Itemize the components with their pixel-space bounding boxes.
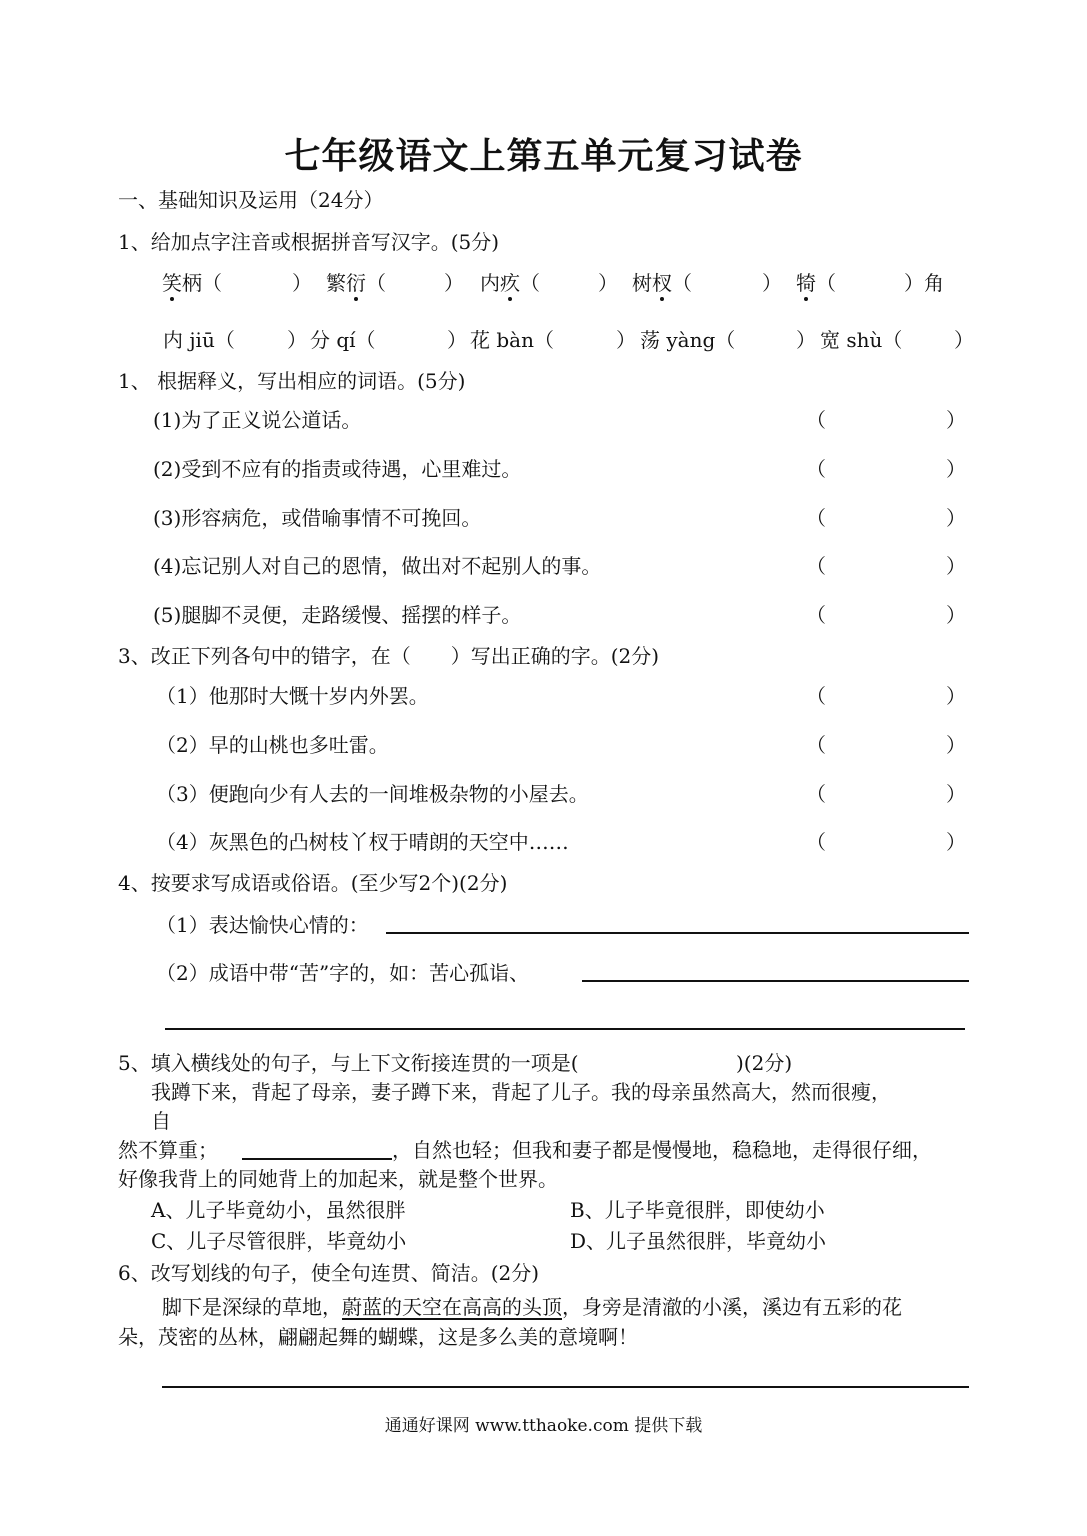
q2-answer-close: ）: [946, 506, 966, 530]
q2-answer-open: （: [806, 457, 826, 481]
page-title: 七年级语文上第五单元复习试卷: [284, 135, 803, 177]
q5-paragraph-line-3: 好像我背上的同她背上的加起来，就是整个世界。: [118, 1167, 558, 1191]
q1-heading: 1、给加点字注音或根据拼音写汉字。(5分): [118, 230, 500, 254]
q1-pinyin-2-close: ）: [447, 328, 467, 352]
q1-item-1: 笑柄（: [162, 271, 222, 295]
q5-heading-score: )(2分): [736, 1051, 793, 1075]
q2-item-5: (5)腿脚不灵便，走路缓慢、摇摆的样子。: [153, 603, 522, 627]
q1-item-5-close: ）角: [904, 271, 944, 295]
q2-answer-open: （: [806, 603, 826, 627]
q1-pinyin-4: 荡 yàng（: [640, 328, 736, 352]
q1-item-4: 树杈（: [632, 271, 692, 295]
q2-item-2: (2)受到不应有的指责或待遇，心里难过。: [153, 457, 522, 481]
q1-item-5: 犄（: [796, 271, 836, 295]
q1-item-2-close: ）: [444, 271, 464, 295]
q4-item-1: （1）表达愉快心情的：: [156, 913, 369, 937]
q3-item-3: （3）便跑向少有人去的一间堆极杂物的小屋去。: [156, 782, 589, 806]
q5-option-a: A、儿子毕竟幼小，虽然很胖: [151, 1198, 406, 1222]
q5-option-c: C、儿子尽管很胖，毕竟幼小: [151, 1229, 407, 1253]
section-heading: 一、基础知识及运用（24分）: [118, 188, 384, 212]
q1-pinyin-1: 内 jiū（: [163, 328, 235, 352]
q2-heading: 1、 根据释义，写出相应的词语。(5分): [118, 369, 466, 393]
q2-answer-close: ）: [946, 603, 966, 627]
q5-paragraph-line-1: 我蹲下来，背起了母亲，妻子蹲下来，背起了儿子。我的母亲虽然高大，然而很瘦，: [151, 1080, 891, 1104]
q5-option-b: B、儿子毕竟很胖，即使幼小: [570, 1198, 825, 1222]
q1-pinyin-1-close: ）: [287, 328, 307, 352]
q5-heading: 5、填入横线处的句子，与上下文衔接连贯的一项是(: [118, 1051, 579, 1075]
q5-paragraph-line-2b: ，自然也轻；但我和妻子都是慢慢地，稳稳地，走得很仔细，: [392, 1138, 932, 1162]
q5-paragraph-line-1b: 自: [151, 1109, 171, 1133]
q1-item-3-close: ）: [598, 271, 618, 295]
q2-answer-open: （: [806, 554, 826, 578]
q6-heading: 6、改写划线的句子，使全句连贯、简洁。(2分): [118, 1261, 540, 1285]
q3-answer-open: （: [806, 782, 826, 806]
footer-credit: 通通好课网 www.tthaoke.com 提供下载: [384, 1416, 703, 1436]
q2-item-3: (3)形容病危，或借喻事情不可挽回。: [153, 506, 482, 530]
q1-pinyin-4-close: ）: [796, 328, 816, 352]
q1-pinyin-5-close: ）: [954, 328, 974, 352]
q6-paragraph-line-2: 朵，茂密的丛林，翩翩起舞的蝴蝶，这是多么美的意境啊！: [118, 1325, 638, 1349]
q2-answer-open: （: [806, 506, 826, 530]
q1-item-2: 繁衍（: [326, 271, 386, 295]
answer-line: [162, 1386, 969, 1388]
q2-answer-close: ）: [946, 408, 966, 432]
q4-item-2: （2）成语中带“苦”字的，如：苦心孤诣、: [156, 961, 530, 985]
q3-answer-close: ）: [946, 830, 966, 854]
q2-answer-close: ）: [946, 457, 966, 481]
q1-pinyin-2: 分 qí（: [310, 328, 376, 352]
q1-item-4-close: ）: [762, 271, 782, 295]
answer-line: [582, 980, 969, 982]
q2-item-1: (1)为了正义说公道话。: [153, 408, 362, 432]
q6-paragraph-line-1: 脚下是深绿的草地，蔚蓝的天空在高高的头顶，身旁是清澈的小溪，溪边有五彩的花: [162, 1295, 902, 1319]
q3-answer-open: （: [806, 733, 826, 757]
answer-line: [165, 1028, 965, 1030]
fill-blank-line: [242, 1158, 392, 1160]
q3-answer-close: ）: [946, 733, 966, 757]
q1-item-1-close: ）: [292, 271, 312, 295]
q3-heading: 3、改正下列各句中的错字，在（ ）写出正确的字。(2分): [118, 644, 660, 668]
q3-answer-close: ）: [946, 684, 966, 708]
q2-item-4: (4)忘记别人对自己的恩情，做出对不起别人的事。: [153, 554, 602, 578]
q3-answer-open: （: [806, 684, 826, 708]
q5-option-d: D、儿子虽然很胖，毕竟幼小: [570, 1229, 827, 1253]
answer-line: [386, 932, 969, 934]
q3-answer-open: （: [806, 830, 826, 854]
q1-pinyin-3-close: ）: [616, 328, 636, 352]
q2-answer-close: ）: [946, 554, 966, 578]
q3-item-1: （1）他那时大慨十岁内外罢。: [156, 684, 429, 708]
q3-item-2: （2）早的山桃也多吐雷。: [156, 733, 389, 757]
underlined-sentence: 蔚蓝的天空在高高的头顶: [342, 1295, 562, 1319]
q1-item-3: 内疚（: [480, 271, 540, 295]
q3-item-4: （4）灰黑色的凸树枝丫杈于晴朗的天空中……: [156, 830, 569, 854]
q1-pinyin-3: 花 bàn（: [470, 328, 554, 352]
q4-heading: 4、按要求写成语或俗语。(至少写2个)(2分): [118, 871, 508, 895]
q2-answer-open: （: [806, 408, 826, 432]
q1-pinyin-5: 宽 shù（: [820, 328, 903, 352]
q3-answer-close: ）: [946, 782, 966, 806]
q5-paragraph-line-2a: 然不算重；: [118, 1138, 218, 1162]
